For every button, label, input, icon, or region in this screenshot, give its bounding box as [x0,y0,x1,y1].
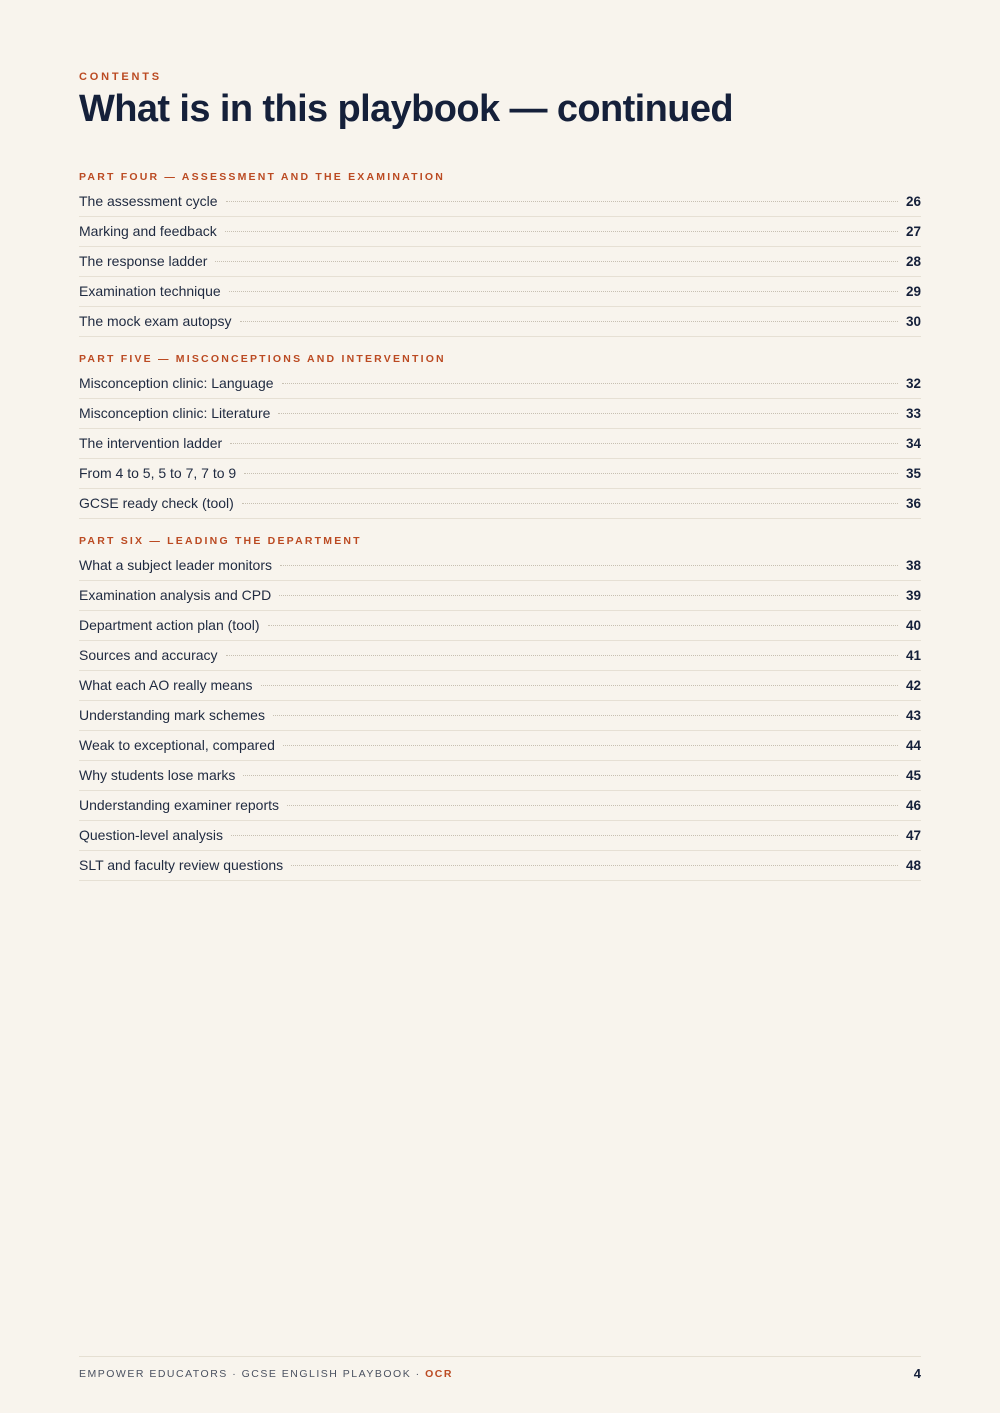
toc-entry-title: Marking and feedback [79,223,217,239]
toc-section-part-six [79,534,921,881]
toc-entry-page: 47 [905,828,921,843]
table-of-contents [79,170,921,881]
toc-entry[interactable] [79,761,921,791]
toc-entry-page: 42 [905,678,921,693]
toc-entry-title: What a subject leader monitors [79,557,272,573]
toc-entry[interactable] [79,369,921,399]
section-eyebrow: CONTENTS [79,71,162,83]
toc-entry-title: Understanding mark schemes [79,707,265,723]
toc-entry[interactable] [79,791,921,821]
toc-entry-title: Misconception clinic: Language [79,375,274,391]
footer-text [79,1366,453,1382]
toc-entry-title: Understanding examiner reports [79,797,279,813]
toc-entry-page: 35 [905,466,921,481]
toc-entry[interactable] [79,851,921,881]
dot-leader [240,321,898,322]
toc-entry[interactable] [79,247,921,277]
toc-entry[interactable] [79,641,921,671]
dot-leader [243,775,898,776]
page-number: 4 [913,1366,921,1381]
toc-entry[interactable] [79,459,921,489]
toc-entry-title: The response ladder [79,253,208,269]
toc-entry-page: 36 [905,496,921,511]
toc-section-part-four [79,170,921,337]
toc-entry-title: Examination technique [79,283,221,299]
toc-entry-page: 29 [905,284,921,299]
toc-entry-title: From 4 to 5, 5 to 7, 7 to 9 [79,465,237,481]
toc-entry-title: Sources and accuracy [79,647,218,663]
toc-entry-page: 46 [905,798,921,813]
toc-entry-title: SLT and faculty review questions [79,857,284,873]
dot-leader [287,805,898,806]
dot-leader [273,715,898,716]
toc-entry-title: Department action plan (tool) [79,617,260,633]
section-heading: PART SIX — LEADING THE DEPARTMENT [79,535,362,547]
toc-entry-page: 38 [905,558,921,573]
toc-entry[interactable] [79,307,921,337]
toc-entry-page: 34 [905,436,921,451]
toc-entry[interactable] [79,551,921,581]
toc-entry-page: 45 [905,768,921,783]
toc-entry-title: Question-level analysis [79,827,223,843]
toc-entry-title: Examination analysis and CPD [79,587,272,603]
toc-entry-page: 41 [905,648,921,663]
toc-entry-page: 27 [905,224,921,239]
toc-entry-page: 30 [905,314,921,329]
toc-entry-title: The mock exam autopsy [79,313,232,329]
toc-section-part-five [79,352,921,519]
toc-entry-title: The assessment cycle [79,193,218,209]
toc-entry-page: 44 [905,738,921,753]
toc-entry-title: What each AO really means [79,677,253,693]
section-heading: PART FIVE — MISCONCEPTIONS AND INTERVENTION [79,353,446,365]
toc-entry-title: Weak to exceptional, compared [79,737,275,753]
toc-entry-title: Why students lose marks [79,767,236,783]
toc-entry[interactable] [79,701,921,731]
toc-entry[interactable] [79,731,921,761]
toc-entry[interactable] [79,217,921,247]
dot-leader [226,655,898,656]
toc-entry-page: 26 [905,194,921,209]
dot-leader [231,835,898,836]
dot-leader [242,503,898,504]
toc-entry-page: 40 [905,618,921,633]
footer-publication: EMPOWER EDUCATORS · GCSE ENGLISH PLAYBOOK · [79,1368,426,1380]
dot-leader [280,565,898,566]
toc-entry[interactable] [79,277,921,307]
toc-entry-page: 33 [905,406,921,421]
section-heading: PART FOUR — ASSESSMENT AND THE EXAMINATION [79,171,445,183]
toc-entry-page: 32 [905,376,921,391]
toc-entry-title: The intervention ladder [79,435,223,451]
contents-page [79,0,921,1413]
toc-entry[interactable] [79,489,921,519]
toc-entry-page: 43 [905,708,921,723]
toc-entry-title: Misconception clinic: Literature [79,405,271,421]
dot-leader [244,473,898,474]
dot-leader [230,443,898,444]
toc-entry-page: 48 [905,858,921,873]
toc-entry-page: 39 [905,588,921,603]
dot-leader [226,201,898,202]
toc-entry[interactable] [79,581,921,611]
page-title: What is in this playbook — continued [79,88,733,130]
dot-leader [291,865,898,866]
toc-entry-page: 28 [905,254,921,269]
footer-divider [79,1356,921,1357]
dot-leader [215,261,898,262]
toc-entry[interactable] [79,671,921,701]
toc-entry[interactable] [79,821,921,851]
toc-entry[interactable] [79,187,921,217]
toc-entry-title: GCSE ready check (tool) [79,495,234,511]
dot-leader [268,625,898,626]
toc-entry[interactable] [79,429,921,459]
page-footer [79,1366,921,1382]
dot-leader [283,745,898,746]
dot-leader [278,413,898,414]
toc-entry[interactable] [79,399,921,429]
dot-leader [225,231,898,232]
dot-leader [261,685,898,686]
toc-entry[interactable] [79,611,921,641]
dot-leader [229,291,898,292]
dot-leader [282,383,898,384]
footer-board: OCR [425,1368,453,1380]
dot-leader [279,595,898,596]
